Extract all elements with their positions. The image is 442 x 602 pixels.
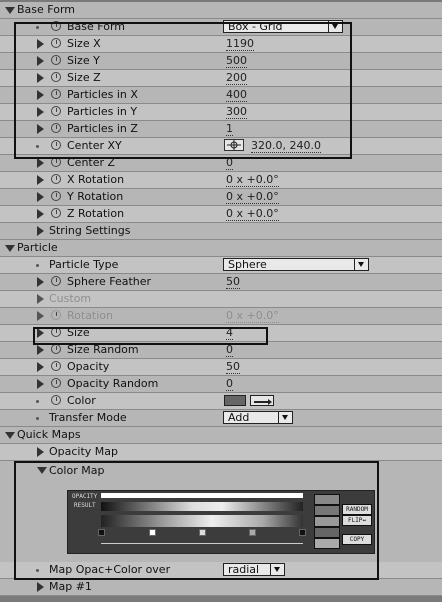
row-label: Size X bbox=[67, 37, 101, 50]
dropdown-value: Box - Grid bbox=[228, 20, 283, 33]
chevron-down-icon bbox=[354, 259, 368, 270]
expand-triangle-icon[interactable] bbox=[37, 362, 44, 372]
color-stop-handle[interactable] bbox=[299, 529, 306, 536]
size-x-value[interactable]: 1190 bbox=[226, 37, 254, 50]
row-label: Map #1 bbox=[49, 580, 92, 593]
row-rotation[interactable] bbox=[0, 308, 442, 325]
expand-triangle-icon[interactable] bbox=[37, 124, 44, 134]
row-label: Color bbox=[67, 394, 96, 407]
color-stop-handle[interactable] bbox=[98, 529, 105, 536]
preset-swatch-2[interactable] bbox=[314, 505, 340, 516]
crosshair-icon bbox=[225, 140, 243, 150]
stopwatch-icon[interactable] bbox=[51, 395, 61, 405]
stopwatch-icon[interactable] bbox=[51, 72, 61, 82]
row-label: Opacity bbox=[67, 360, 110, 373]
expand-triangle-icon[interactable] bbox=[37, 311, 44, 321]
preset-swatch-3[interactable] bbox=[314, 516, 340, 527]
row-label: Y Rotation bbox=[67, 190, 124, 203]
particles-in-y-value[interactable]: 300 bbox=[226, 105, 247, 118]
row-opacity-random[interactable] bbox=[0, 376, 442, 393]
stopwatch-icon[interactable] bbox=[51, 344, 61, 354]
stopwatch-icon[interactable] bbox=[51, 106, 61, 116]
eyedropper-button[interactable] bbox=[250, 395, 274, 406]
row-string-settings[interactable] bbox=[0, 223, 442, 240]
expand-triangle-icon[interactable] bbox=[37, 56, 44, 66]
row-label: Opacity Map bbox=[49, 445, 119, 458]
row-label: Size Random bbox=[67, 343, 139, 356]
row-label: Size Z bbox=[67, 71, 101, 84]
x-rotation-value[interactable]: 0 x +0.0° bbox=[226, 173, 279, 186]
stopwatch-icon[interactable] bbox=[51, 327, 61, 337]
size-value[interactable]: 4 bbox=[226, 326, 233, 339]
row-sphere-feather[interactable] bbox=[0, 274, 442, 291]
expand-triangle-icon[interactable] bbox=[37, 294, 44, 304]
dropdown-value: radial bbox=[228, 563, 260, 576]
opacity-value[interactable]: 50 bbox=[226, 360, 240, 373]
expand-triangle-icon[interactable] bbox=[5, 432, 15, 439]
color-gradient-bar[interactable] bbox=[101, 515, 303, 527]
expand-triangle-icon[interactable] bbox=[37, 467, 47, 474]
row-color[interactable] bbox=[0, 393, 442, 410]
dropdown-value: Add bbox=[228, 411, 250, 424]
row-transfer-mode[interactable] bbox=[0, 410, 442, 427]
row-label: Size bbox=[67, 326, 90, 339]
map-opac-color-dropdown[interactable] bbox=[223, 563, 285, 576]
row-label: Opacity Random bbox=[67, 377, 159, 390]
bullet-icon bbox=[36, 400, 39, 403]
row-size[interactable] bbox=[0, 325, 442, 342]
color-map-editor[interactable] bbox=[67, 490, 375, 554]
preset-swatch-4[interactable] bbox=[314, 527, 340, 538]
base-form-dropdown[interactable] bbox=[223, 20, 343, 33]
rotation-value: 0 x +0.0° bbox=[226, 309, 279, 322]
section-quick-maps[interactable] bbox=[0, 427, 442, 444]
stopwatch-icon[interactable] bbox=[51, 140, 61, 150]
expand-triangle-icon[interactable] bbox=[37, 73, 44, 83]
row-label: Particles in Y bbox=[67, 105, 138, 118]
row-z-rotation[interactable] bbox=[0, 206, 442, 223]
row-particles-in-y[interactable] bbox=[0, 104, 442, 121]
row-particles-in-x[interactable] bbox=[0, 87, 442, 104]
expand-triangle-icon[interactable] bbox=[37, 209, 44, 219]
expand-triangle-icon[interactable] bbox=[37, 39, 44, 49]
dropdown-value: Sphere bbox=[228, 258, 267, 271]
row-label: Center XY bbox=[67, 139, 122, 152]
result-bar[interactable] bbox=[101, 502, 303, 511]
preset-swatch-5[interactable] bbox=[314, 538, 340, 549]
color-map-label: Color Map bbox=[49, 464, 105, 477]
center-z-value[interactable]: 0 bbox=[226, 156, 233, 169]
chevron-down-icon bbox=[278, 412, 292, 423]
row-label: Custom bbox=[49, 292, 92, 305]
stopwatch-icon[interactable] bbox=[51, 191, 61, 201]
section-label: Particle bbox=[17, 241, 58, 254]
row-y-rotation[interactable] bbox=[0, 189, 442, 206]
expand-triangle-icon[interactable] bbox=[37, 582, 44, 592]
stopwatch-icon[interactable] bbox=[51, 378, 61, 388]
opacity-random-value[interactable]: 0 bbox=[226, 377, 233, 390]
bullet-icon bbox=[36, 569, 39, 572]
expand-triangle-icon[interactable] bbox=[37, 90, 44, 100]
expand-triangle-icon[interactable] bbox=[37, 107, 44, 117]
stopwatch-icon[interactable] bbox=[51, 361, 61, 371]
color-stop-handle[interactable] bbox=[199, 529, 206, 536]
expand-triangle-icon[interactable] bbox=[37, 175, 44, 185]
row-particle-type[interactable] bbox=[0, 257, 442, 274]
chevron-down-icon bbox=[270, 564, 284, 575]
stopwatch-icon[interactable] bbox=[51, 208, 61, 218]
row-particles-in-z[interactable] bbox=[0, 121, 442, 138]
bullet-icon bbox=[36, 417, 39, 420]
row-size-z[interactable] bbox=[0, 70, 442, 87]
section-base-form[interactable] bbox=[0, 2, 442, 19]
random-button[interactable]: RANDOM bbox=[342, 504, 372, 515]
expand-triangle-icon[interactable] bbox=[37, 379, 44, 389]
row-center-z[interactable] bbox=[0, 155, 442, 172]
row-label: Particles in X bbox=[67, 88, 138, 101]
crosshair-button[interactable] bbox=[224, 139, 244, 151]
expand-triangle-icon[interactable] bbox=[5, 7, 15, 14]
opacity-bar[interactable] bbox=[101, 493, 303, 498]
expand-triangle-icon[interactable] bbox=[37, 277, 44, 287]
expand-triangle-icon[interactable] bbox=[37, 192, 44, 202]
section-particle[interactable] bbox=[0, 240, 442, 257]
row-label: X Rotation bbox=[67, 173, 125, 186]
y-rotation-value[interactable]: 0 x +0.0° bbox=[226, 190, 279, 203]
size-z-value[interactable]: 200 bbox=[226, 71, 247, 84]
row-label: Transfer Mode bbox=[49, 411, 127, 424]
stopwatch-icon[interactable] bbox=[51, 157, 61, 167]
row-label: Rotation bbox=[67, 309, 114, 322]
result-curve-label: RESULT bbox=[74, 502, 96, 509]
opacity-curve-label: OPACITY bbox=[72, 493, 98, 500]
stopwatch-icon[interactable] bbox=[51, 123, 61, 133]
stopwatch-icon bbox=[51, 310, 61, 320]
row-label: Z Rotation bbox=[67, 207, 125, 220]
z-rotation-value[interactable]: 0 x +0.0° bbox=[226, 207, 279, 220]
transfer-mode-dropdown[interactable] bbox=[223, 411, 293, 424]
row-label: Center Z bbox=[67, 156, 116, 169]
center-xy-value[interactable]: 320.0, 240.0 bbox=[251, 139, 321, 152]
row-label: Particle Type bbox=[49, 258, 119, 271]
row-custom[interactable] bbox=[0, 291, 442, 308]
row-opacity-map[interactable] bbox=[0, 444, 442, 461]
row-size-random[interactable] bbox=[0, 342, 442, 359]
bullet-icon bbox=[36, 145, 39, 148]
row-map-opac-color[interactable] bbox=[0, 562, 442, 579]
bullet-icon bbox=[36, 264, 39, 267]
section-label: Quick Maps bbox=[17, 428, 81, 441]
row-opacity[interactable] bbox=[0, 359, 442, 376]
flip-button[interactable]: FLIP↔ bbox=[342, 515, 372, 526]
copy-button[interactable]: COPY bbox=[342, 534, 372, 545]
expand-triangle-icon[interactable] bbox=[37, 226, 44, 236]
eyedropper-icon bbox=[251, 397, 273, 406]
ruler-line bbox=[101, 543, 303, 544]
row-map-1[interactable] bbox=[0, 579, 442, 596]
preset-swatch-1[interactable] bbox=[314, 494, 340, 505]
color-stop-handle[interactable] bbox=[249, 529, 256, 536]
size-random-value[interactable]: 0 bbox=[226, 343, 233, 356]
stopwatch-icon[interactable] bbox=[51, 174, 61, 184]
section-label: Base Form bbox=[17, 3, 75, 16]
color-swatch[interactable] bbox=[224, 395, 246, 406]
stopwatch-icon[interactable] bbox=[51, 21, 61, 31]
row-label: Map Opac+Color over bbox=[49, 563, 171, 576]
row-center-xy[interactable] bbox=[0, 138, 442, 155]
size-y-value[interactable]: 500 bbox=[226, 54, 247, 67]
expand-triangle-icon[interactable] bbox=[37, 345, 44, 355]
expand-triangle-icon[interactable] bbox=[37, 447, 44, 457]
expand-triangle-icon[interactable] bbox=[5, 245, 15, 252]
row-label: Particles in Z bbox=[67, 122, 138, 135]
expand-triangle-icon[interactable] bbox=[37, 328, 44, 338]
chevron-down-icon bbox=[328, 21, 342, 32]
stopwatch-icon[interactable] bbox=[51, 38, 61, 48]
row-label: String Settings bbox=[49, 224, 131, 237]
bullet-icon bbox=[36, 26, 39, 29]
stopwatch-icon[interactable] bbox=[51, 276, 61, 286]
row-size-x[interactable] bbox=[0, 36, 442, 53]
color-stop-handle[interactable] bbox=[149, 529, 156, 536]
row-x-rotation[interactable] bbox=[0, 172, 442, 189]
stopwatch-icon[interactable] bbox=[51, 89, 61, 99]
particles-in-z-value[interactable]: 1 bbox=[226, 122, 233, 135]
expand-triangle-icon[interactable] bbox=[37, 158, 44, 168]
particles-in-x-value[interactable]: 400 bbox=[226, 88, 247, 101]
stopwatch-icon[interactable] bbox=[51, 55, 61, 65]
row-label: Base Form bbox=[67, 20, 125, 33]
row-label: Size Y bbox=[67, 54, 100, 67]
row-base-form[interactable] bbox=[0, 19, 442, 36]
row-label: Sphere Feather bbox=[67, 275, 152, 288]
particle-type-dropdown[interactable] bbox=[223, 258, 369, 271]
sphere-feather-value[interactable]: 50 bbox=[226, 275, 240, 288]
row-size-y[interactable] bbox=[0, 53, 442, 70]
